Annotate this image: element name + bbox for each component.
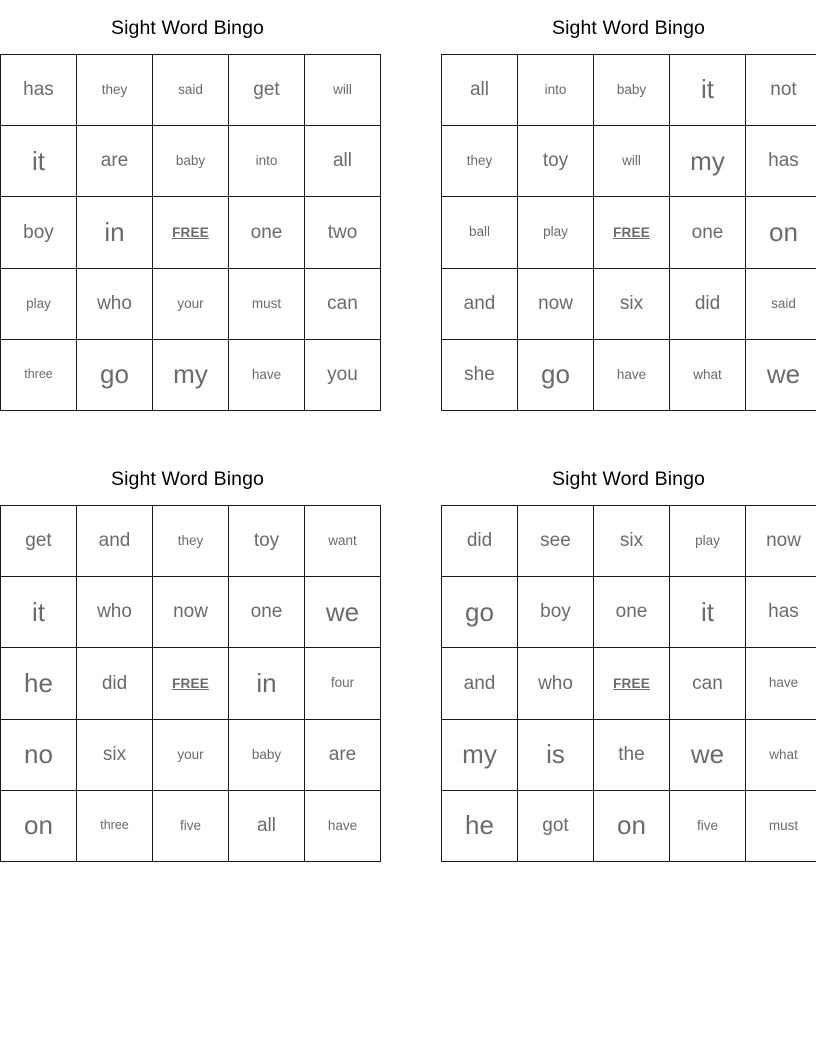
- bingo-cell-word: no: [24, 739, 53, 769]
- bingo-cell[interactable]: [594, 790, 670, 861]
- bingo-row: [1, 506, 381, 577]
- bingo-cell[interactable]: [153, 126, 229, 197]
- bingo-cell-word: did: [466, 530, 493, 552]
- bingo-cell-word: get: [253, 79, 280, 101]
- bingo-cell-word: one: [250, 221, 283, 243]
- bingo-cell[interactable]: [442, 790, 518, 861]
- bingo-cell-word: did: [101, 672, 128, 694]
- bingo-grid: [0, 54, 381, 411]
- bingo-cell[interactable]: [670, 648, 746, 719]
- bingo-cell-word: want: [328, 533, 357, 548]
- bingo-cell-word: it: [701, 596, 714, 627]
- bingo-cell-word: have: [251, 366, 282, 382]
- bingo-cell[interactable]: [1, 126, 77, 197]
- bingo-row: [1, 719, 381, 790]
- bingo-cell-word: three: [24, 367, 53, 382]
- bingo-cell[interactable]: [518, 506, 594, 577]
- bingo-cell-word: said: [178, 82, 203, 97]
- bingo-cell-word: will: [622, 153, 641, 169]
- bingo-cell-word: can: [692, 672, 723, 694]
- bingo-cell-word: are: [100, 150, 129, 172]
- bingo-cell[interactable]: [229, 126, 305, 197]
- bingo-cell-word: what: [769, 746, 798, 762]
- bingo-grid-body: [1, 55, 381, 411]
- bingo-cell[interactable]: [229, 506, 305, 577]
- bingo-row: [1, 55, 381, 126]
- bingo-cell-word: see: [540, 530, 571, 552]
- bingo-cell[interactable]: [594, 126, 670, 197]
- bingo-cell[interactable]: [594, 506, 670, 577]
- bingo-cell[interactable]: [77, 719, 153, 790]
- bingo-cell[interactable]: [1, 790, 77, 861]
- bingo-cell-word: and: [463, 672, 496, 694]
- bingo-row: [442, 339, 816, 410]
- bingo-cell-word: six: [619, 530, 644, 552]
- bingo-cell-word: in: [256, 667, 277, 698]
- bingo-cell[interactable]: [77, 197, 153, 268]
- bingo-cell[interactable]: [670, 790, 746, 861]
- bingo-cell-word: play: [695, 533, 720, 548]
- card-title: Sight Word Bingo: [552, 17, 705, 39]
- bingo-free-cell[interactable]: [153, 648, 229, 719]
- bingo-cell-word: and: [98, 530, 131, 552]
- bingo-cell[interactable]: [442, 506, 518, 577]
- bingo-cell-word: on: [617, 810, 646, 841]
- bingo-row: [442, 790, 816, 861]
- bingo-cell-word: one: [250, 601, 283, 623]
- bingo-cell[interactable]: [594, 268, 670, 339]
- bingo-cell[interactable]: [442, 126, 518, 197]
- bingo-cell[interactable]: [77, 268, 153, 339]
- bingo-cell-word: he: [24, 667, 53, 698]
- bingo-cell[interactable]: [670, 719, 746, 790]
- bingo-cell-word: we: [766, 359, 801, 390]
- bingo-cell[interactable]: [1, 577, 77, 648]
- bingo-cell[interactable]: [518, 268, 594, 339]
- bingo-cell[interactable]: [746, 577, 816, 648]
- bingo-cell[interactable]: [442, 648, 518, 719]
- bingo-cell[interactable]: [518, 55, 594, 126]
- bingo-cell[interactable]: [670, 126, 746, 197]
- bingo-cell-word: is: [546, 739, 565, 769]
- bingo-grid: [441, 54, 816, 411]
- bingo-grid-body: [442, 506, 816, 862]
- bingo-card: [0, 8, 375, 411]
- bingo-cell-word: she: [464, 363, 495, 385]
- bingo-cell[interactable]: [670, 55, 746, 126]
- bingo-row: [442, 719, 816, 790]
- bingo-cell-word: my: [173, 359, 208, 390]
- bingo-cell-word: what: [693, 366, 722, 382]
- bingo-cell[interactable]: [518, 719, 594, 790]
- bingo-cell-word: your: [177, 295, 204, 311]
- bingo-cell[interactable]: [77, 339, 153, 410]
- bingo-card: [0, 459, 375, 862]
- bingo-cell[interactable]: [305, 719, 381, 790]
- bingo-cell-word: have: [616, 366, 647, 382]
- bingo-cell-word: has: [23, 79, 54, 101]
- bingo-cell-word: must: [251, 295, 282, 311]
- bingo-cell-word: six: [619, 292, 644, 314]
- bingo-cell-word: toy: [253, 530, 280, 552]
- bingo-cell[interactable]: [442, 55, 518, 126]
- bingo-cell[interactable]: [77, 126, 153, 197]
- bingo-cell-word: got: [542, 814, 569, 836]
- bingo-row: [1, 126, 381, 197]
- bingo-cell[interactable]: [229, 790, 305, 861]
- bingo-cell-word: play: [26, 295, 51, 311]
- bingo-cell[interactable]: [442, 197, 518, 268]
- bingo-row: [1, 577, 381, 648]
- bingo-cell[interactable]: [305, 339, 381, 410]
- bingo-cell-word: six: [102, 743, 127, 765]
- bingo-grid: [441, 505, 816, 862]
- bingo-cell-word: three: [100, 818, 129, 833]
- bingo-row: [442, 506, 816, 577]
- bingo-cell[interactable]: [153, 506, 229, 577]
- bingo-cell[interactable]: [746, 648, 816, 719]
- bingo-cell[interactable]: [305, 55, 381, 126]
- bingo-cell-word: we: [690, 739, 725, 769]
- bingo-cell-word: it: [32, 596, 45, 627]
- bingo-cell-word: can: [327, 292, 358, 314]
- bingo-cell[interactable]: [1, 197, 77, 268]
- bingo-cell[interactable]: [1, 719, 77, 790]
- bingo-cell[interactable]: [1, 339, 77, 410]
- bingo-cell[interactable]: [670, 339, 746, 410]
- bingo-cell-word: you: [327, 363, 358, 385]
- bingo-cell[interactable]: [746, 268, 816, 339]
- bingo-cell-word: baby: [175, 153, 206, 169]
- bingo-cell-word: who: [97, 292, 132, 314]
- bingo-cell-word: get: [25, 530, 52, 552]
- bingo-cell-word: not: [770, 79, 797, 101]
- bingo-row: [1, 790, 381, 861]
- bingo-cell-word: and: [463, 292, 496, 314]
- bingo-row: [442, 126, 816, 197]
- bingo-cell[interactable]: [670, 577, 746, 648]
- bingo-card: [441, 8, 816, 411]
- bingo-cell[interactable]: [305, 268, 381, 339]
- bingo-cell-word: into: [255, 153, 278, 169]
- bingo-cell-word: who: [538, 672, 573, 694]
- bingo-cell[interactable]: [594, 719, 670, 790]
- bingo-cell-word: all: [332, 150, 352, 172]
- bingo-cell[interactable]: [305, 790, 381, 861]
- bingo-cell[interactable]: [746, 790, 816, 861]
- bingo-cell-word: boy: [23, 221, 54, 243]
- bingo-cell-word: four: [330, 675, 355, 691]
- free-space-label: FREE: [172, 675, 209, 691]
- bingo-row: [442, 648, 816, 719]
- bingo-cell[interactable]: [746, 506, 816, 577]
- bingo-cell-word: baby: [616, 82, 647, 97]
- bingo-cell-word: it: [701, 74, 714, 105]
- bingo-cell-word: baby: [251, 746, 282, 762]
- bingo-grid-body: [1, 506, 381, 862]
- bingo-free-cell[interactable]: [153, 197, 229, 268]
- bingo-cell[interactable]: [1, 55, 77, 126]
- bingo-cell-word: must: [768, 817, 799, 833]
- bingo-cell-word: have: [327, 817, 358, 833]
- bingo-cell-word: has: [768, 150, 799, 172]
- bingo-cell[interactable]: [229, 577, 305, 648]
- bingo-cell-word: into: [544, 82, 567, 97]
- bingo-row: [1, 648, 381, 719]
- bingo-cell-word: five: [696, 817, 718, 833]
- bingo-cell-word: go: [465, 596, 494, 627]
- bingo-cell-word: all: [469, 79, 489, 101]
- bingo-cell-word: ball: [468, 224, 490, 240]
- bingo-cell-word: they: [101, 82, 128, 97]
- bingo-cell[interactable]: [305, 126, 381, 197]
- bingo-cell[interactable]: [153, 55, 229, 126]
- bingo-cell-word: boy: [540, 601, 571, 623]
- bingo-cell-word: play: [543, 224, 568, 240]
- bingo-cell[interactable]: [229, 268, 305, 339]
- card-title: Sight Word Bingo: [111, 468, 264, 490]
- bingo-cell-word: they: [466, 153, 493, 169]
- bingo-cell[interactable]: [1, 648, 77, 719]
- bingo-cell[interactable]: [670, 506, 746, 577]
- bingo-cell-word: he: [465, 810, 494, 841]
- bingo-cell-word: one: [615, 601, 648, 623]
- bingo-cell[interactable]: [153, 790, 229, 861]
- bingo-cell-word: now: [538, 292, 573, 314]
- bingo-cell-word: in: [104, 216, 125, 247]
- bingo-row: [442, 577, 816, 648]
- bingo-row: [442, 268, 816, 339]
- bingo-cell-word: will: [333, 82, 352, 97]
- bingo-cell[interactable]: [305, 506, 381, 577]
- bingo-cell[interactable]: [229, 339, 305, 410]
- bingo-row: [442, 197, 816, 268]
- bingo-cell[interactable]: [746, 197, 816, 268]
- bingo-cell[interactable]: [77, 506, 153, 577]
- bingo-grid: [0, 505, 381, 862]
- bingo-cell[interactable]: [305, 197, 381, 268]
- bingo-cell[interactable]: [305, 577, 381, 648]
- bingo-cell-word: they: [177, 533, 204, 548]
- bingo-cell-word: have: [768, 675, 799, 691]
- free-space-label: FREE: [613, 224, 650, 240]
- bingo-cell[interactable]: [229, 55, 305, 126]
- bingo-cell-word: the: [618, 743, 645, 765]
- bingo-row: [1, 197, 381, 268]
- bingo-cell[interactable]: [229, 648, 305, 719]
- bingo-row: [442, 55, 816, 126]
- bingo-row: [1, 339, 381, 410]
- bingo-cell[interactable]: [442, 339, 518, 410]
- bingo-cell[interactable]: [746, 126, 816, 197]
- bingo-cell[interactable]: [153, 339, 229, 410]
- bingo-cell[interactable]: [746, 55, 816, 126]
- bingo-cell[interactable]: [518, 126, 594, 197]
- bingo-cell[interactable]: [518, 790, 594, 861]
- bingo-cell-word: go: [100, 359, 129, 390]
- bingo-free-cell[interactable]: [594, 648, 670, 719]
- bingo-cell[interactable]: [77, 577, 153, 648]
- bingo-cell[interactable]: [229, 719, 305, 790]
- bingo-cell-word: on: [769, 216, 798, 247]
- bingo-cell-word: one: [691, 221, 724, 243]
- bingo-cell-word: toy: [542, 150, 569, 172]
- bingo-grid-body: [442, 55, 816, 411]
- bingo-cell[interactable]: [153, 719, 229, 790]
- bingo-cell[interactable]: [594, 339, 670, 410]
- bingo-cell[interactable]: [746, 339, 816, 410]
- bingo-free-cell[interactable]: [594, 197, 670, 268]
- bingo-cell[interactable]: [442, 268, 518, 339]
- bingo-cell[interactable]: [518, 648, 594, 719]
- bingo-cell[interactable]: [77, 648, 153, 719]
- bingo-cell-word: has: [768, 601, 799, 623]
- bingo-cell-word: now: [173, 601, 208, 623]
- card-title: Sight Word Bingo: [552, 468, 705, 490]
- bingo-cell-word: who: [97, 601, 132, 623]
- bingo-cell[interactable]: [1, 506, 77, 577]
- bingo-cell[interactable]: [518, 197, 594, 268]
- bingo-cell[interactable]: [746, 719, 816, 790]
- bingo-cell-word: we: [325, 596, 360, 627]
- free-space-label: FREE: [172, 224, 209, 240]
- bingo-cell-word: two: [327, 221, 358, 243]
- bingo-cell[interactable]: [305, 648, 381, 719]
- bingo-cell-word: now: [766, 530, 801, 552]
- bingo-cell-word: are: [328, 743, 357, 765]
- bingo-row: [1, 268, 381, 339]
- bingo-cell[interactable]: [518, 339, 594, 410]
- bingo-cell-word: five: [179, 817, 201, 833]
- bingo-cell[interactable]: [77, 790, 153, 861]
- bingo-cell-word: your: [177, 746, 204, 762]
- bingo-cell[interactable]: [153, 268, 229, 339]
- bingo-cell-word: my: [690, 145, 725, 176]
- free-space-label: FREE: [613, 675, 650, 691]
- bingo-cell[interactable]: [594, 55, 670, 126]
- bingo-cell[interactable]: [442, 577, 518, 648]
- bingo-cell[interactable]: [594, 577, 670, 648]
- bingo-card: [441, 459, 816, 862]
- card-title: Sight Word Bingo: [111, 17, 264, 39]
- bingo-cell-word: go: [541, 359, 570, 390]
- bingo-cell[interactable]: [1, 268, 77, 339]
- bingo-cell-word: on: [24, 810, 53, 841]
- bingo-cell-word: said: [771, 295, 796, 311]
- bingo-cell-word: it: [32, 145, 45, 176]
- bingo-cell[interactable]: [670, 268, 746, 339]
- bingo-cell-word: did: [694, 292, 721, 314]
- bingo-cell[interactable]: [442, 719, 518, 790]
- bingo-cell[interactable]: [229, 197, 305, 268]
- bingo-cell[interactable]: [518, 577, 594, 648]
- bingo-cell-word: all: [256, 814, 276, 836]
- bingo-cell[interactable]: [153, 577, 229, 648]
- bingo-cell[interactable]: [77, 55, 153, 126]
- bingo-cell-word: my: [462, 739, 497, 769]
- bingo-cell[interactable]: [670, 197, 746, 268]
